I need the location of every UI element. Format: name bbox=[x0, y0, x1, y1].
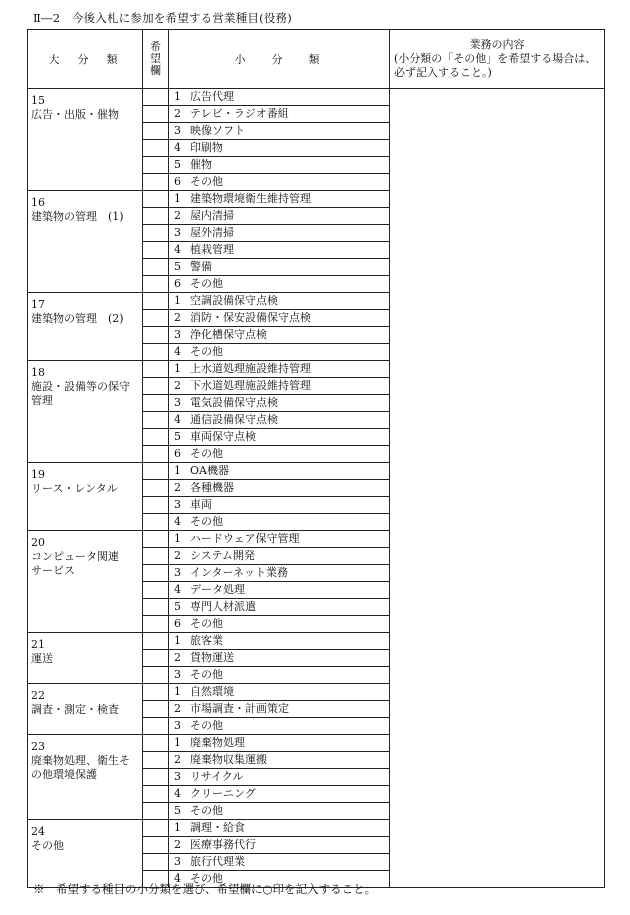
kibo-mark-cell[interactable] bbox=[143, 548, 169, 565]
kibo-mark-cell[interactable] bbox=[143, 701, 169, 718]
category-cell bbox=[28, 531, 143, 633]
subcategory-label: 自然環境 bbox=[190, 685, 234, 698]
subcategory-label: 上水道処理施設維持管理 bbox=[190, 362, 311, 375]
kibo-mark-cell[interactable] bbox=[143, 412, 169, 429]
subcategory-cell bbox=[169, 344, 390, 361]
kibo-mark-cell[interactable] bbox=[143, 531, 169, 548]
subcategory-label: 建築物環境衛生維持管理 bbox=[190, 192, 311, 205]
subcategory-number: 2 bbox=[174, 481, 181, 494]
subcategory-cell bbox=[169, 803, 390, 820]
subcategory-number: 1 bbox=[174, 294, 181, 307]
category-name: リース・レンタル bbox=[31, 482, 118, 495]
subcategory-label: 空調設備保守点検 bbox=[190, 294, 278, 307]
category-number: 20 bbox=[31, 536, 45, 549]
subcategory-cell bbox=[169, 684, 390, 701]
subcategory-label: OA機器 bbox=[190, 464, 229, 477]
category-cell bbox=[28, 820, 143, 888]
subcategory-cell bbox=[169, 480, 390, 497]
header-kibo-char: 欄 bbox=[150, 64, 161, 77]
subcategory-cell bbox=[169, 633, 390, 650]
kibo-mark-cell[interactable] bbox=[143, 361, 169, 378]
table-row bbox=[28, 89, 605, 106]
header-kibo-char: 望 bbox=[150, 52, 161, 65]
header-naiyo-line: 必ず記入すること。) bbox=[394, 66, 492, 79]
subcategory-number: 1 bbox=[174, 634, 181, 647]
kibo-mark-cell[interactable] bbox=[143, 378, 169, 395]
header-row bbox=[28, 30, 605, 89]
subcategory-label: 屋外清掃 bbox=[190, 226, 234, 239]
subcategory-label: その他 bbox=[190, 804, 223, 817]
kibo-mark-cell[interactable] bbox=[143, 191, 169, 208]
subcategory-label: 旅客業 bbox=[190, 634, 223, 647]
category-number: 18 bbox=[31, 366, 45, 379]
subcategory-number: 3 bbox=[174, 226, 181, 239]
subcategory-label: 調理・給食 bbox=[190, 821, 245, 834]
subcategory-number: 5 bbox=[174, 430, 181, 443]
subcategory-number: 2 bbox=[174, 311, 181, 324]
subcategory-cell bbox=[169, 208, 390, 225]
subcategory-number: 1 bbox=[174, 685, 181, 698]
subcategory-label: 印刷物 bbox=[190, 141, 223, 154]
category-number: 17 bbox=[31, 298, 45, 311]
subcategory-number: 4 bbox=[174, 141, 181, 154]
category-name: 廃棄物処理、衛生そ bbox=[31, 754, 130, 767]
subcategory-cell bbox=[169, 361, 390, 378]
subcategory-number: 1 bbox=[174, 192, 181, 205]
subcategory-cell bbox=[169, 276, 390, 293]
subcategory-number: 2 bbox=[174, 379, 181, 392]
subcategory-number: 1 bbox=[174, 821, 181, 834]
subcategory-number: 4 bbox=[174, 243, 181, 256]
subcategory-cell bbox=[169, 701, 390, 718]
subcategory-cell bbox=[169, 446, 390, 463]
category-number: 21 bbox=[31, 638, 45, 651]
subcategory-number: 6 bbox=[174, 175, 181, 188]
category-cell bbox=[28, 633, 143, 684]
category-cell bbox=[28, 293, 143, 361]
subcategory-number: 6 bbox=[174, 447, 181, 460]
subcategory-cell bbox=[169, 123, 390, 140]
header-kibo-char: 希 bbox=[150, 40, 161, 53]
kibo-mark-cell[interactable] bbox=[143, 174, 169, 191]
subcategory-cell bbox=[169, 548, 390, 565]
kibo-mark-cell[interactable] bbox=[143, 650, 169, 667]
category-number: 22 bbox=[31, 689, 45, 702]
kibo-mark-cell[interactable] bbox=[143, 667, 169, 684]
subcategory-cell bbox=[169, 429, 390, 446]
kibo-mark-cell[interactable] bbox=[143, 803, 169, 820]
subcategory-cell bbox=[169, 174, 390, 191]
subcategory-number: 1 bbox=[174, 464, 181, 477]
subcategory-label: 警備 bbox=[190, 260, 212, 273]
subcategory-cell bbox=[169, 327, 390, 344]
subcategory-number: 3 bbox=[174, 566, 181, 579]
subcategory-label: 市場調査・計画策定 bbox=[190, 702, 289, 715]
kibo-mark-cell[interactable] bbox=[143, 599, 169, 616]
subcategory-label: その他 bbox=[190, 515, 223, 528]
subcategory-label: 映像ソフト bbox=[190, 124, 245, 137]
kibo-mark-cell[interactable] bbox=[143, 837, 169, 854]
category-name: の他環境保護 bbox=[31, 768, 97, 781]
subcategory-label: システム開発 bbox=[190, 549, 255, 562]
subcategory-cell bbox=[169, 378, 390, 395]
subcategory-label: 車両 bbox=[190, 498, 212, 511]
kibo-mark-cell[interactable] bbox=[143, 259, 169, 276]
kibo-mark-cell[interactable] bbox=[143, 140, 169, 157]
category-cell bbox=[28, 361, 143, 463]
kibo-mark-cell[interactable] bbox=[143, 463, 169, 480]
subcategory-label: データ処理 bbox=[190, 583, 245, 596]
kibo-mark-cell[interactable] bbox=[143, 208, 169, 225]
subcategory-number: 5 bbox=[174, 260, 181, 273]
category-number: 16 bbox=[31, 196, 45, 209]
subcategory-cell bbox=[169, 837, 390, 854]
subcategory-label: 廃棄物収集運搬 bbox=[190, 753, 267, 766]
subcategory-label: 廃棄物処理 bbox=[190, 736, 245, 749]
category-name: 運送 bbox=[31, 652, 53, 665]
kibo-mark-cell[interactable] bbox=[143, 106, 169, 123]
header-naiyo-line: (小分類の「その他」を希望する場合は、 bbox=[394, 52, 597, 65]
kibo-mark-cell[interactable] bbox=[143, 327, 169, 344]
subcategory-number: 2 bbox=[174, 107, 181, 120]
category-name: 施設・設備等の保守 bbox=[31, 380, 130, 393]
subcategory-cell bbox=[169, 599, 390, 616]
header-kibo bbox=[143, 30, 169, 89]
category-name: 調査・測定・検査 bbox=[31, 703, 119, 716]
subcategory-cell bbox=[169, 531, 390, 548]
kibo-mark-cell[interactable] bbox=[143, 769, 169, 786]
subcategory-cell bbox=[169, 752, 390, 769]
subcategory-cell bbox=[169, 225, 390, 242]
kibo-mark-cell[interactable] bbox=[143, 582, 169, 599]
subcategory-number: 3 bbox=[174, 328, 181, 341]
subcategory-number: 4 bbox=[174, 345, 181, 358]
subcategory-label: 専門人材派遣 bbox=[190, 600, 256, 613]
category-number: 24 bbox=[31, 825, 45, 838]
subcategory-number: 4 bbox=[174, 413, 181, 426]
subcategory-number: 1 bbox=[174, 90, 181, 103]
subcategory-number: 2 bbox=[174, 209, 181, 222]
subcategory-number: 2 bbox=[174, 651, 181, 664]
header-subcategory: 小分類 bbox=[169, 30, 390, 89]
subcategory-number: 4 bbox=[174, 515, 181, 528]
kibo-mark-cell[interactable] bbox=[143, 854, 169, 871]
kibo-mark-cell[interactable] bbox=[143, 293, 169, 310]
kibo-mark-cell[interactable] bbox=[143, 616, 169, 633]
subcategory-number: 3 bbox=[174, 498, 181, 511]
subcategory-label: ハードウェア保守管理 bbox=[190, 532, 300, 545]
subcategory-label: 貨物運送 bbox=[190, 651, 234, 664]
kibo-mark-cell[interactable] bbox=[143, 344, 169, 361]
subcategory-number: 4 bbox=[174, 787, 181, 800]
subcategory-label: その他 bbox=[190, 617, 223, 630]
subcategory-label: 各種機器 bbox=[190, 481, 234, 494]
subcategory-cell bbox=[169, 565, 390, 582]
subcategory-number: 3 bbox=[174, 668, 181, 681]
service-category-table bbox=[27, 29, 605, 888]
subcategory-number: 3 bbox=[174, 124, 181, 137]
subcategory-label: 浄化槽保守点検 bbox=[190, 328, 267, 341]
subcategory-number: 4 bbox=[174, 872, 181, 885]
subcategory-label: インターネット業務 bbox=[190, 566, 289, 579]
category-name: サービス bbox=[31, 564, 75, 577]
kibo-mark-cell[interactable] bbox=[143, 157, 169, 174]
subcategory-cell bbox=[169, 412, 390, 429]
subcategory-label: 医療事務代行 bbox=[190, 838, 256, 851]
kibo-mark-cell[interactable] bbox=[143, 820, 169, 837]
header-category: 大分類 bbox=[28, 30, 143, 89]
subcategory-cell bbox=[169, 786, 390, 803]
kibo-mark-cell[interactable] bbox=[143, 786, 169, 803]
kibo-mark-cell[interactable] bbox=[143, 446, 169, 463]
subcategory-cell bbox=[169, 157, 390, 174]
subcategory-label: その他 bbox=[190, 872, 223, 885]
category-name: コンピュータ関連 bbox=[31, 550, 119, 563]
kibo-mark-cell[interactable] bbox=[143, 497, 169, 514]
category-number: 15 bbox=[31, 94, 45, 107]
category-name: 管理 bbox=[31, 394, 53, 407]
kibo-mark-cell[interactable] bbox=[143, 514, 169, 531]
category-name: 建築物の管理 (1) bbox=[31, 210, 124, 223]
subcategory-label: 通信設備保守点検 bbox=[190, 413, 278, 426]
kibo-mark-cell[interactable] bbox=[143, 225, 169, 242]
kibo-mark-cell[interactable] bbox=[143, 395, 169, 412]
subcategory-cell bbox=[169, 242, 390, 259]
subcategory-cell bbox=[169, 140, 390, 157]
subcategory-label: その他 bbox=[190, 719, 223, 732]
subcategory-number: 2 bbox=[174, 838, 181, 851]
subcategory-cell bbox=[169, 769, 390, 786]
kibo-mark-cell[interactable] bbox=[143, 633, 169, 650]
category-cell bbox=[28, 684, 143, 735]
page-title: Ⅱ―2 今後入札に参加を希望する営業種目(役務) bbox=[33, 11, 292, 25]
subcategory-cell bbox=[169, 497, 390, 514]
subcategory-number: 3 bbox=[174, 719, 181, 732]
subcategory-label: その他 bbox=[190, 668, 223, 681]
kibo-mark-cell[interactable] bbox=[143, 242, 169, 259]
subcategory-label: テレビ・ラジオ番組 bbox=[190, 107, 289, 120]
kibo-mark-cell[interactable] bbox=[143, 89, 169, 106]
subcategory-number: 1 bbox=[174, 362, 181, 375]
subcategory-number: 5 bbox=[174, 158, 181, 171]
subcategory-label: クリーニング bbox=[190, 787, 256, 800]
table-body bbox=[28, 89, 605, 888]
subcategory-label: 広告代理 bbox=[190, 90, 234, 103]
category-cell bbox=[28, 735, 143, 820]
subcategory-cell bbox=[169, 820, 390, 837]
category-cell bbox=[28, 191, 143, 293]
subcategory-label: 消防・保安設備保守点検 bbox=[190, 311, 311, 324]
subcategory-number: 6 bbox=[174, 277, 181, 290]
category-number: 19 bbox=[31, 468, 45, 481]
kibo-mark-cell[interactable] bbox=[143, 276, 169, 293]
subcategory-cell bbox=[169, 667, 390, 684]
subcategory-cell bbox=[169, 191, 390, 208]
subcategory-label: 車両保守点検 bbox=[190, 430, 256, 443]
category-name: その他 bbox=[31, 839, 64, 852]
subcategory-cell bbox=[169, 514, 390, 531]
subcategory-cell bbox=[169, 310, 390, 327]
kibo-mark-cell[interactable] bbox=[143, 123, 169, 140]
subcategory-number: 3 bbox=[174, 396, 181, 409]
header-naiyo-line: 業務の内容 bbox=[469, 38, 525, 51]
subcategory-cell bbox=[169, 854, 390, 871]
subcategory-cell bbox=[169, 718, 390, 735]
kibo-mark-cell[interactable] bbox=[143, 735, 169, 752]
category-name: 広告・出版・催物 bbox=[31, 108, 119, 121]
subcategory-number: 6 bbox=[174, 617, 181, 630]
kibo-mark-cell[interactable] bbox=[143, 752, 169, 769]
subcategory-label: 催物 bbox=[190, 158, 212, 171]
subcategory-number: 1 bbox=[174, 532, 181, 545]
subcategory-label: リサイクル bbox=[190, 770, 244, 783]
subcategory-number: 3 bbox=[174, 855, 181, 868]
subcategory-cell bbox=[169, 582, 390, 599]
subcategory-label: その他 bbox=[190, 175, 223, 188]
category-cell bbox=[28, 89, 143, 191]
kibo-mark-cell[interactable] bbox=[143, 718, 169, 735]
kibo-mark-cell[interactable] bbox=[143, 429, 169, 446]
category-number: 23 bbox=[31, 740, 45, 753]
subcategory-label: その他 bbox=[190, 277, 223, 290]
subcategory-label: 屋内清掃 bbox=[190, 209, 234, 222]
subcategory-cell bbox=[169, 463, 390, 480]
subcategory-number: 1 bbox=[174, 736, 181, 749]
subcategory-number: 3 bbox=[174, 770, 181, 783]
subcategory-number: 5 bbox=[174, 804, 181, 817]
subcategory-cell bbox=[169, 735, 390, 752]
subcategory-cell bbox=[169, 616, 390, 633]
naiyo-input-cell[interactable] bbox=[390, 89, 605, 888]
category-name: 建築物の管理 (2) bbox=[31, 312, 124, 325]
kibo-mark-cell[interactable] bbox=[143, 684, 169, 701]
subcategory-number: 2 bbox=[174, 702, 181, 715]
subcategory-number: 2 bbox=[174, 753, 181, 766]
kibo-mark-cell[interactable] bbox=[143, 480, 169, 497]
subcategory-label: 旅行代理業 bbox=[190, 855, 245, 868]
subcategory-cell bbox=[169, 293, 390, 310]
kibo-mark-cell[interactable] bbox=[143, 565, 169, 582]
subcategory-label: 電気設備保守点検 bbox=[190, 396, 278, 409]
subcategory-cell bbox=[169, 106, 390, 123]
subcategory-number: 5 bbox=[174, 600, 181, 613]
subcategory-cell bbox=[169, 650, 390, 667]
subcategory-label: その他 bbox=[190, 447, 223, 460]
subcategory-cell bbox=[169, 89, 390, 106]
subcategory-label: 下水道処理施設維持管理 bbox=[190, 379, 311, 392]
footnote: ※ 希望する種目の小分類を選び、希望欄に○印を記入すること。 bbox=[33, 882, 377, 896]
subcategory-number: 2 bbox=[174, 549, 181, 562]
subcategory-label: その他 bbox=[190, 345, 223, 358]
subcategory-cell bbox=[169, 395, 390, 412]
kibo-mark-cell[interactable] bbox=[143, 310, 169, 327]
category-cell bbox=[28, 463, 143, 531]
header-naiyo bbox=[390, 30, 605, 89]
subcategory-cell bbox=[169, 259, 390, 276]
subcategory-number: 4 bbox=[174, 583, 181, 596]
subcategory-label: 植栽管理 bbox=[190, 243, 234, 256]
